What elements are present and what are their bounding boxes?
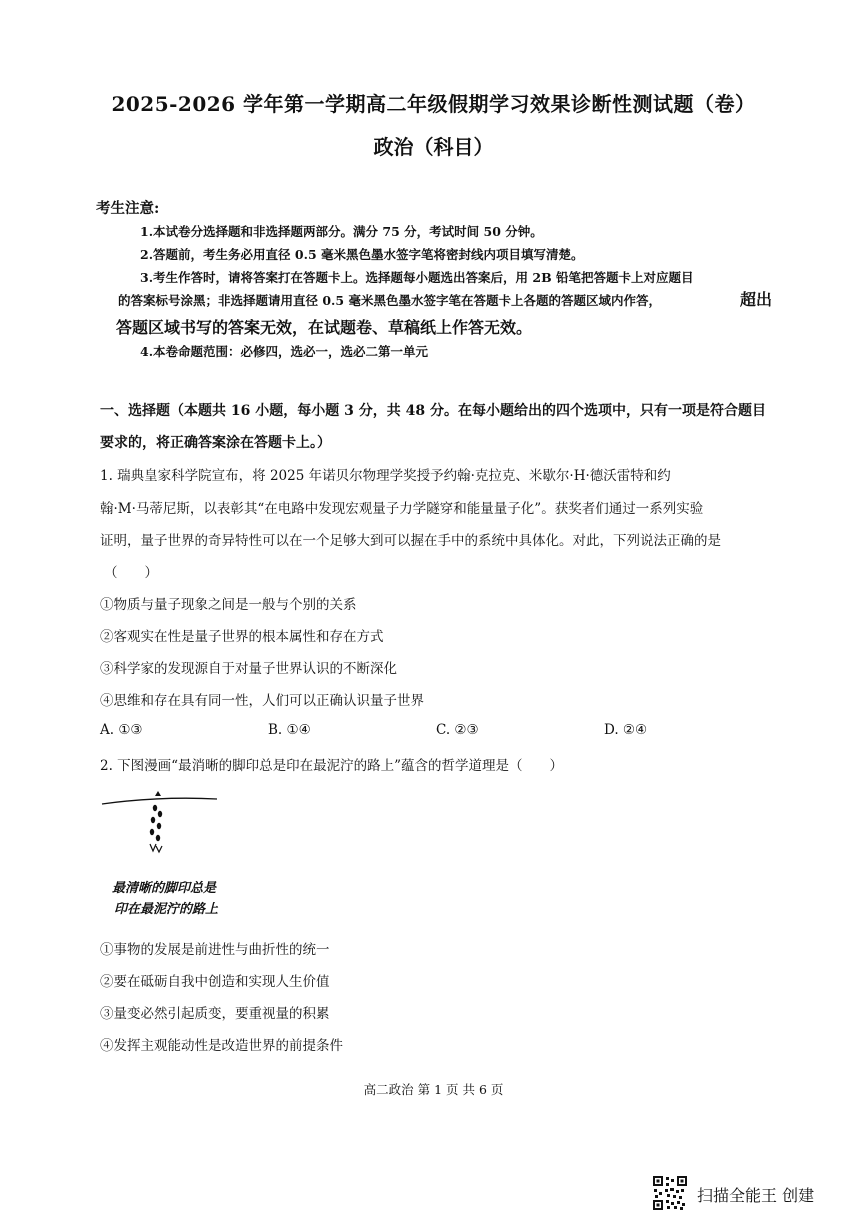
notice-item-2: 2.答题前，考生务必用直径 0.5 毫米黑色墨水签字笔将密封线内项目填写清楚。	[140, 247, 584, 262]
notice-item-3-tail: 超出	[740, 290, 773, 309]
notice-item-3-line-1: 3.考生作答时，请将答案打在答题卡上。选择题每小题选出答案后，用 2B 铅笔把答题卡上对应题目	[140, 270, 694, 285]
cartoon-footprints-illustration	[100, 788, 220, 858]
exam-subject: 政治（科目）	[373, 135, 494, 159]
exam-title: 2025-2026 学年第一学期高二年级假期学习效果诊断性测试题（卷）	[111, 92, 756, 116]
notice-item-3-line-2: 的答案标号涂黑；非选择题请用直径 0.5 毫米黑色墨水签字笔在答题卡上各题的答题区域内作答，	[118, 293, 661, 308]
q1-answer-blank: （ ）	[104, 565, 158, 581]
q1-statement-1: ①物质与量子现象之间是一般与个别的关系	[100, 597, 357, 613]
q1-statement-2: ②客观实在性是量子世界的根本属性和存在方式	[100, 629, 384, 645]
q2-statement-3: ③量变必然引起质变，要重视量的积累	[100, 1006, 330, 1022]
q2-stem: 2. 下图漫画“最消晰的脚印总是印在最泥泞的路上”蕴含的哲学道理是（ ）	[100, 758, 563, 774]
q1-option-c: C. ②③	[436, 722, 479, 738]
q1-stem-line-2: 翰·M·马蒂尼斯，以表彰其“在电路中发现宏观量子力学隧穿和能量量子化”。获奖者们通过一系列实验	[100, 501, 704, 517]
section-heading-line-2: 要求的，将正确答案涂在答题卡上。）	[100, 435, 331, 451]
q1-statement-3: ③科学家的发现源自于对量子世界认识的不断深化	[100, 661, 397, 677]
notice-item-1: 1.本试卷分选择题和非选择题两部分。满分 75 分，考试时间 50 分钟。	[140, 224, 543, 239]
notice-item-3-line-3: 答题区域书写的答案无效，在试题卷、草稿纸上作答无效。	[116, 318, 533, 337]
q1-stem-line-3: 证明，量子世界的奇异特性可以在一个足够大到可以握在手中的系统中具体化。对此，下列说法正确的是	[100, 533, 721, 549]
scanner-watermark: 扫描全能王 创建	[697, 1186, 815, 1205]
q1-option-b: B. ①④	[268, 722, 311, 738]
q1-option-a: A. ①③	[100, 722, 143, 738]
q2-statement-2: ②要在砥砺自我中创造和实现人生价值	[100, 974, 330, 990]
cartoon-caption-line-2: 印在最泥泞的路上	[114, 902, 219, 917]
notice-item-4: 4.本卷命题范围：必修四，选必一，选必二第一单元	[140, 344, 429, 359]
section-heading-line-1: 一、选择题（本题共 16 小题，每小题 3 分，共 48 分。在每小题给出的四个选项中，只有一项是符合题目	[100, 403, 766, 419]
q2-statement-1: ①事物的发展是前进性与曲折性的统一	[100, 942, 330, 958]
q1-stem-line-1: 1. 瑞典皇家科学院宣布，将 2025 年诺贝尔物理学奖授予约翰·克拉克、米歇尔·H·德沃雷特和约	[100, 468, 671, 484]
q1-option-d: D. ②④	[604, 722, 648, 738]
notice-title: 考生注意:	[96, 200, 160, 217]
cartoon-caption-line-1: 最清晰的脚印总是	[112, 881, 217, 896]
page-footer: 高二政治 第 1 页 共 6 页	[363, 1082, 504, 1097]
qr-code-icon	[652, 1175, 688, 1211]
q2-statement-4: ④发挥主观能动性是改造世界的前提条件	[100, 1038, 343, 1054]
q1-statement-4: ④思维和存在具有同一性，人们可以正确认识量子世界	[100, 693, 424, 709]
